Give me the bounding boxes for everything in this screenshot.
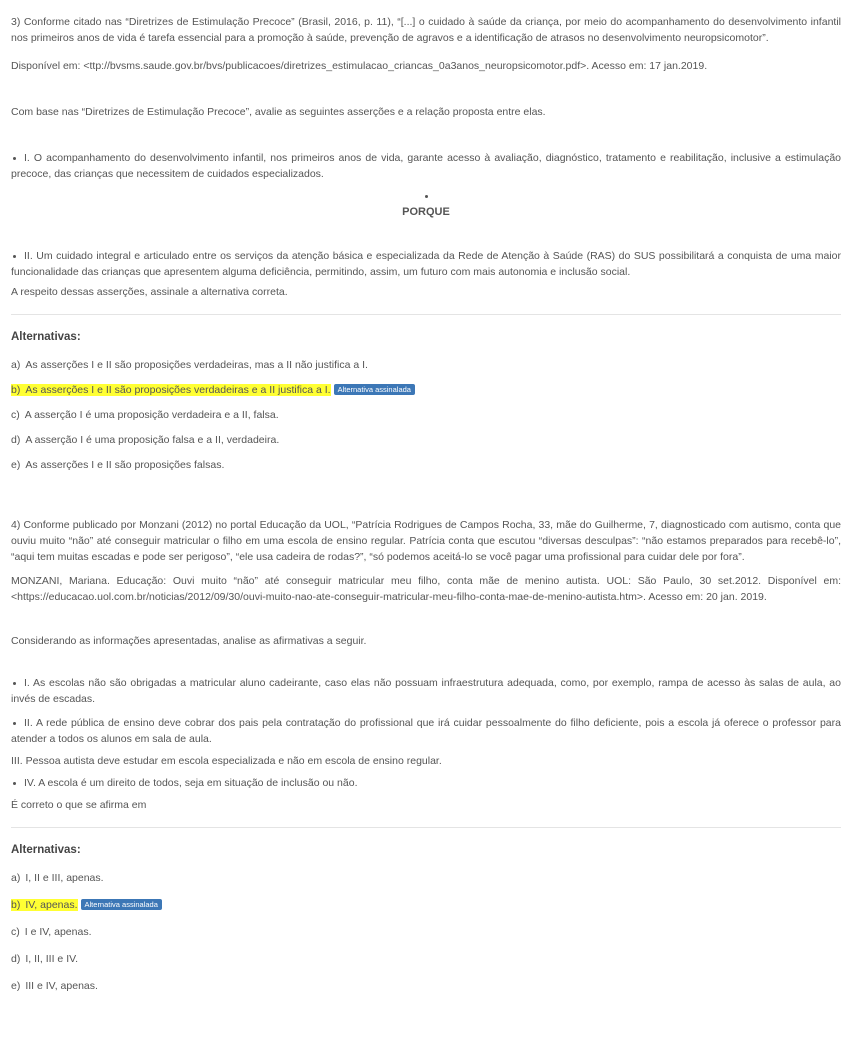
q4-intro: 4) Conforme publicado por Monzani (2012) no portal Educação da UOL, “Patrícia Rodrigues de Campos Rocha, 33, mãe do Guilherme, 7, diagnosticado com autismo, conta que ouviu muito “não” até conseguir matricular o filho em uma escola de ensino regular. Patrícia conta que escutou “diversas desculpas”: “não estamos preparados para recebê-lo”, “aqui tem muitas escadas e pode ser perigoso”, “ele usa cadeira de rodas?”, “só podemos aceitá-lo se você pagar uma profissional para cuidar dele por fora”. <box>11 519 841 563</box>
q4-alternatives-title: Alternativas: <box>11 844 81 856</box>
q3-alternative-d[interactable]: d) A asserção I é uma proposição falsa e a II, verdadeira. <box>11 434 280 446</box>
content <box>11 14 841 994</box>
q3-instruction: A respeito dessas asserções, assinale a alternativa correta. <box>11 286 288 298</box>
divider <box>11 827 841 828</box>
q4-alternative-b[interactable]: b) IV, apenas. Alternativa assinalada <box>11 897 841 913</box>
q4-alternative-e[interactable]: e) III e IV, apenas. <box>11 980 98 992</box>
divider <box>11 314 841 315</box>
q3-alternatives-title: Alternativas: <box>11 331 81 343</box>
q3-alternative-c[interactable]: c) A asserção I é uma proposição verdadeira e a II, falsa. <box>11 409 279 421</box>
q3-source: Disponível em: <ttp://bvsms.saude.gov.br/bvs/publicacoes/diretrizes_estimulacao_criancas_0a3anos_neuropsicomotor.pdf>. Acesso em: 17 jan.2019. <box>11 60 708 72</box>
q3-alternative-e[interactable]: e) As asserções I e II são proposições falsas. <box>11 459 225 471</box>
selected-badge: Alternativa assinalada <box>81 899 162 910</box>
q3-intro: 3) Conforme citado nas “Diretrizes de Estimulação Precoce” (Brasil, 2016, p. 11), “[...] o cuidado à saúde da criança, por meio do acompanhamento do desenvolvimento infantil nos primeiros anos de vida é tarefa essencial para a promoção à saúde, prevenção de agravos e a identificação de atrasos no desenvolvimento neuropsicomotor”. <box>11 16 841 44</box>
q4-prompt: Considerando as informações apresentadas, analise as afirmativas a seguir. <box>11 635 367 647</box>
q4-item-1: I. As escolas não são obrigadas a matricular aluno cadeirante, caso elas não possuam infraestrutura adequada, como, por exemplo, rampa de acesso às salas de aula, ao invés de escadas. <box>11 677 841 705</box>
bullet-icon <box>13 255 16 258</box>
q3-alternatives <box>11 357 841 473</box>
q3-porque: PORQUE <box>402 206 450 218</box>
q3-assertion-1: I. O acompanhamento do desenvolvimento infantil, nos primeiros anos de vida, garante acesso à avaliação, diagnóstico, tratamento e reabilitação, inclusive a estimulação precoce, das crianças que necessitem de cuidados especializados. <box>11 152 841 180</box>
q4-alternative-d[interactable]: d) I, II, III e IV. <box>11 953 79 965</box>
bullet-icon <box>13 782 16 785</box>
selected-badge: Alternativa assinalada <box>334 384 415 395</box>
q3-alternative-a[interactable]: a) As asserções I e II são proposições verdadeiras, mas a II não justifica a I. <box>11 359 368 371</box>
bullet-icon <box>425 195 428 198</box>
q4-item-4: IV. A escola é um direito de todos, seja em situação de inclusão ou não. <box>11 775 841 791</box>
q4-item-2: II. A rede pública de ensino deve cobrar dos pais pela contratação do profissional que irá cuidar pessoalmente do filho deficiente, pois a escola já oferece o professor para atender a todos os alunos em sala de aula. <box>11 717 841 745</box>
bullet-icon <box>13 682 16 685</box>
q4-alternatives <box>11 870 841 994</box>
q3-prompt: Com base nas “Diretrizes de Estimulação Precoce”, avalie as seguintes asserções e a relação proposta entre elas. <box>11 106 546 118</box>
bullet-icon <box>13 157 16 160</box>
bullet-icon <box>13 722 16 725</box>
q3-alternative-b[interactable]: b) As asserções I e II são proposições verdadeiras e a II justifica a I. Alternativa assinalada <box>11 382 841 398</box>
q3-assertion-2: II. Um cuidado integral e articulado entre os serviços da atenção básica e especializada da Rede de Atenção à Saúde (RAS) do SUS possibilitará a conquista de uma maior funcionalidade das crianças que apresentem alguma deficiência, permitindo, assim, um futuro com mais autonomia e inclusão social. <box>11 250 841 278</box>
q4-item-3: III. Pessoa autista deve estudar em escola especializada e não em escola de ensino regular. <box>11 755 442 767</box>
q4-alternative-c[interactable]: c) I e IV, apenas. <box>11 926 92 938</box>
q4-source: MONZANI, Mariana. Educação: Ouvi muito “não” até conseguir matricular meu filho, conta mãe de menino autista. UOL: São Paulo, 30 set.2012. Disponível em: <https://educacao.uol.com.br/noticias/2012/09/30/ouvi-muito-nao-ate-conseguir-matricular-meu-filho-conta-mae-de-menino-autista.htm>. Acesso em: 20 jan. 2019. <box>11 575 841 603</box>
q4-instruction: É correto o que se afirma em <box>11 799 147 811</box>
q4-alternative-a[interactable]: a) I, II e III, apenas. <box>11 872 104 884</box>
